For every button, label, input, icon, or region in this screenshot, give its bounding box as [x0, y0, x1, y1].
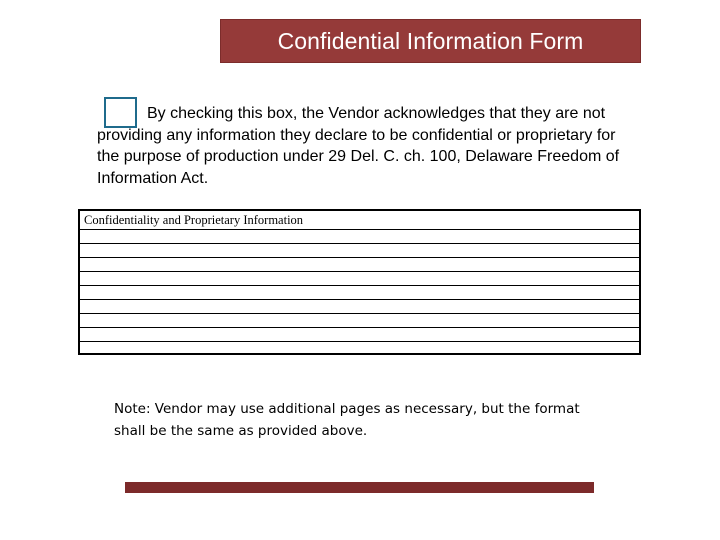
footer-divider	[125, 482, 594, 493]
form-title-banner	[220, 19, 641, 63]
vendor-note: Note: Vendor may use additional pages as necessary, but the format shall be the same as provided above.	[114, 401, 580, 439]
acknowledgement-label: By checking this box, the Vendor acknowledges that they are not providing any information they declare to be confidential or proprietary for the purpose of production under 29 Del. C. ch. 100, Delaware Freedom of Information Act.	[97, 105, 620, 187]
table-row[interactable]	[80, 300, 639, 314]
table-row[interactable]	[80, 314, 639, 328]
table-row[interactable]	[80, 342, 639, 356]
table-row[interactable]	[80, 328, 639, 342]
confidential-info-table	[78, 209, 641, 355]
acknowledgement-text	[97, 103, 642, 189]
table-row[interactable]	[80, 286, 639, 300]
table-row[interactable]	[80, 272, 639, 286]
table-row[interactable]	[80, 258, 639, 272]
table-header: Confidentiality and Proprietary Information	[80, 211, 639, 230]
form-title: Confidential Information Form	[277, 27, 584, 54]
table-row[interactable]	[80, 230, 639, 244]
table-row[interactable]	[80, 244, 639, 258]
